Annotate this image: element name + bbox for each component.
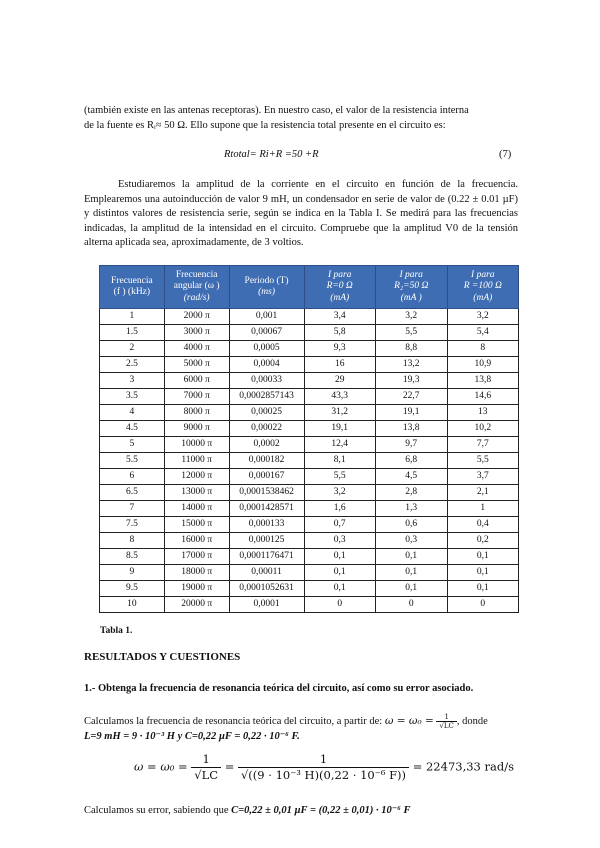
table-cell: 0,1 — [375, 581, 447, 597]
error-text-prefix: Calculamos su error, sabiendo que — [84, 805, 229, 816]
table-cell: 0,0001 — [229, 597, 304, 613]
table-cell: 8,8 — [375, 341, 447, 357]
table-cell: 0,1 — [447, 565, 518, 581]
table-cell: 0,0005 — [229, 341, 304, 357]
table-cell: 1.5 — [100, 325, 165, 341]
table-cell: 18000 π — [164, 565, 229, 581]
table-cell: 1,3 — [375, 501, 447, 517]
calc-donde: , donde — [456, 715, 488, 727]
big-eq-lhs: ω = ω₀ = — [134, 759, 188, 774]
table-row — [100, 517, 519, 533]
table-cell: 6000 π — [164, 373, 229, 389]
table-cell: 0 — [304, 597, 375, 613]
table-cell: 9 — [100, 565, 165, 581]
table-cell: 0,1 — [304, 549, 375, 565]
table-cell: 0,4 — [447, 517, 518, 533]
table-cell: 2,8 — [375, 485, 447, 501]
table-row — [100, 581, 519, 597]
table-cell: 0,00033 — [229, 373, 304, 389]
table-cell: 0,1 — [375, 565, 447, 581]
table-cell: 4000 π — [164, 341, 229, 357]
table-row — [100, 341, 519, 357]
big-equation: ω = ω₀ = $\frac{1}{√LC}$ = $\frac{1}{\text{√((9 · 10⁻³ H)(0,22 · 10⁻⁶ F))}}$ = 22473,33 rad/s — [134, 752, 515, 782]
calc-line — [84, 713, 524, 730]
table-cell: 5 — [100, 437, 165, 453]
equation-7 — [224, 148, 319, 163]
table-cell: 0,0001538462 — [229, 485, 304, 501]
table-row — [100, 453, 519, 469]
table-cell: 4,5 — [375, 469, 447, 485]
table-cell: 0,000182 — [229, 453, 304, 469]
given-values: L=9 mH = 9 · 10⁻³ H y C=0,22 µF = 0,22 · 10⁻⁶ F. — [84, 731, 300, 742]
table-cell: 0,1 — [375, 549, 447, 565]
table-cell: 3,7 — [447, 469, 518, 485]
table-cell: 3.5 — [100, 389, 165, 405]
table-cell: 7,7 — [447, 437, 518, 453]
table-cell: 0,1 — [304, 565, 375, 581]
table-cell: 3,4 — [304, 309, 375, 325]
table-cell: 0,1 — [304, 581, 375, 597]
table-cell: 6 — [100, 469, 165, 485]
table-row — [100, 309, 519, 325]
error-line — [84, 804, 411, 819]
table-cell: 9,7 — [375, 437, 447, 453]
table-cell: 0,00067 — [229, 325, 304, 341]
table-row — [100, 405, 519, 421]
table-row — [100, 373, 519, 389]
big-eq-frac-2: $\frac{1}{\text{√((9 · 10⁻³ H)(0,22 · 10⁻⁶ F))}}$ — [238, 752, 409, 783]
table-cell: 1 — [100, 309, 165, 325]
table-cell: 3,2 — [447, 309, 518, 325]
table-row — [100, 597, 519, 613]
table-cell: 7.5 — [100, 517, 165, 533]
table-cell: 5,5 — [447, 453, 518, 469]
table-cell: 9000 π — [164, 421, 229, 437]
table-cell: 0 — [375, 597, 447, 613]
calc-fraction: $\frac{1}{√LC}$ — [436, 713, 456, 730]
table-cell: 22,7 — [375, 389, 447, 405]
table-body — [100, 309, 519, 613]
table-cell: 12000 π — [164, 469, 229, 485]
table-row — [100, 437, 519, 453]
table-row — [100, 485, 519, 501]
table-cell: 4 — [100, 405, 165, 421]
table-cell: 43,3 — [304, 389, 375, 405]
table-cell: 0,1 — [447, 581, 518, 597]
table-cell: 13,8 — [375, 421, 447, 437]
big-eq-result: = 22473,33 rad/s — [412, 759, 515, 774]
intro-line-1: (también existe en las antenas receptoras). En nuestro caso, el valor de la resistencia interna — [84, 105, 469, 116]
table-cell: 8 — [100, 533, 165, 549]
table-row — [100, 325, 519, 341]
calc-text: Calculamos la frecuencia de resonancia teórica del circuito, a partir de: — [84, 715, 383, 727]
table-cell: 2.5 — [100, 357, 165, 373]
table-cell: 0,7 — [304, 517, 375, 533]
table-cell: 0,0002 — [229, 437, 304, 453]
table-header-row — [100, 266, 519, 309]
table-cell: 3 — [100, 373, 165, 389]
table-cell: 14000 π — [164, 501, 229, 517]
table-cell: 19,1 — [304, 421, 375, 437]
table-cell: 6,8 — [375, 453, 447, 469]
table-row — [100, 357, 519, 373]
table-cell: 9,3 — [304, 341, 375, 357]
table-cell: 4.5 — [100, 421, 165, 437]
table-cell: 0,000125 — [229, 533, 304, 549]
table-cell: 5,5 — [304, 469, 375, 485]
table-cell: 11000 π — [164, 453, 229, 469]
table-cell: 5000 π — [164, 357, 229, 373]
table-cell: 1,6 — [304, 501, 375, 517]
table-cell: 19000 π — [164, 581, 229, 597]
table-cell: 0,0001428571 — [229, 501, 304, 517]
table-cell: 8.5 — [100, 549, 165, 565]
table-row — [100, 501, 519, 517]
table-cell: 0,000167 — [229, 469, 304, 485]
table-cell: 17000 π — [164, 549, 229, 565]
table-cell: 0,001 — [229, 309, 304, 325]
table-caption: Tabla 1. — [100, 626, 133, 636]
table-cell: 8,1 — [304, 453, 375, 469]
table-cell: 5,5 — [375, 325, 447, 341]
table-cell: 2,1 — [447, 485, 518, 501]
table-cell: 13 — [447, 405, 518, 421]
body-paragraph: Estudiaremos la amplitud de la corriente en el circuito en función de la frecuencia. Emplearemos una autoinducción de valor 9 mH, un condensador en serie de valor de (0.22 ± 0.01 µF) y distintos valores de resistencia serie, según se indica en la Tabla I. Se medirá para las frecuencias indicadas, la amplitud de la intensidad en el circuito. Compruebe que la amplitud V0 de la tensión alterna aplicada sea, aproximadamente, de 3 voltios. — [84, 179, 518, 248]
equation-7-text: Rtotal= Ri+R =50 +R — [224, 149, 319, 160]
error-text-value: C=0,22 ± 0,01 µF = (0,22 ± 0,01) · 10⁻⁶ F — [231, 805, 411, 816]
header-angular-frequency: Frecuencia angular (ω ) (rad/s) — [164, 266, 229, 309]
table-cell: 0 — [447, 597, 518, 613]
table-row — [100, 533, 519, 549]
table-cell: 7000 π — [164, 389, 229, 405]
table-cell: 6.5 — [100, 485, 165, 501]
header-frequency: Frecuencia (f ) (kHz) — [100, 266, 165, 309]
table-cell: 10,9 — [447, 357, 518, 373]
table-cell: 16000 π — [164, 533, 229, 549]
header-current-r0: I para R=0 Ω (mA) — [304, 266, 375, 309]
table-cell: 9.5 — [100, 581, 165, 597]
table-cell: 3,2 — [375, 309, 447, 325]
table-row — [100, 565, 519, 581]
table-cell: 13,2 — [375, 357, 447, 373]
table-cell: 0,2 — [447, 533, 518, 549]
table-cell: 8000 π — [164, 405, 229, 421]
table-cell: 0,3 — [375, 533, 447, 549]
table-cell: 0,00022 — [229, 421, 304, 437]
table-cell: 2000 π — [164, 309, 229, 325]
table-cell: 10,2 — [447, 421, 518, 437]
table-cell: 13,8 — [447, 373, 518, 389]
calc-formula: ω = ω₀ = — [384, 714, 434, 727]
table-cell: 0,0001176471 — [229, 549, 304, 565]
table-cell: 29 — [304, 373, 375, 389]
table-cell: 2 — [100, 341, 165, 357]
table-cell: 0,0001052631 — [229, 581, 304, 597]
table-cell: 5,8 — [304, 325, 375, 341]
table-cell: 3,2 — [304, 485, 375, 501]
table-cell: 14,6 — [447, 389, 518, 405]
table-cell: 0,0002857143 — [229, 389, 304, 405]
table-row — [100, 469, 519, 485]
table-cell: 1 — [447, 501, 518, 517]
table-cell: 0,00011 — [229, 565, 304, 581]
intro-line-2: de la fuente es Rᵢ≈ 50 Ω. Ello supone que la resistencia total presente en el circuito es: — [84, 120, 446, 131]
table-cell: 8 — [447, 341, 518, 357]
table-cell: 16 — [304, 357, 375, 373]
table-row — [100, 421, 519, 437]
big-eq-frac-1: $\frac{1}{√LC}$ — [191, 752, 221, 783]
table-cell: 0,6 — [375, 517, 447, 533]
table-cell: 12,4 — [304, 437, 375, 453]
table-cell: 15000 π — [164, 517, 229, 533]
equation-7-number: (7) — [499, 149, 512, 160]
question-1: 1.- Obtenga la frecuencia de resonancia teórica del circuito, así como su error asociado. — [84, 683, 474, 694]
table-cell: 20000 π — [164, 597, 229, 613]
header-period: Periodo (T) (ms) — [229, 266, 304, 309]
table-cell: 19,3 — [375, 373, 447, 389]
table-cell: 10 — [100, 597, 165, 613]
header-current-r100: I para R =100 Ω (mA) — [447, 266, 518, 309]
table-cell: 0,1 — [447, 549, 518, 565]
table-row — [100, 389, 519, 405]
table-cell: 7 — [100, 501, 165, 517]
table-cell: 3000 π — [164, 325, 229, 341]
table-cell: 13000 π — [164, 485, 229, 501]
table-row — [100, 549, 519, 565]
table-cell: 31,2 — [304, 405, 375, 421]
table-cell: 0,00025 — [229, 405, 304, 421]
table-cell: 5,4 — [447, 325, 518, 341]
frequency-table — [99, 265, 519, 613]
table-cell: 0,000133 — [229, 517, 304, 533]
table-cell: 5.5 — [100, 453, 165, 469]
header-current-r50: I para R₂=50 Ω (mA ) — [375, 266, 447, 309]
table-cell: 10000 π — [164, 437, 229, 453]
section-title: RESULTADOS Y CUESTIONES — [84, 651, 241, 663]
table-cell: 0,3 — [304, 533, 375, 549]
table-cell: 0,0004 — [229, 357, 304, 373]
table-cell: 19,1 — [375, 405, 447, 421]
